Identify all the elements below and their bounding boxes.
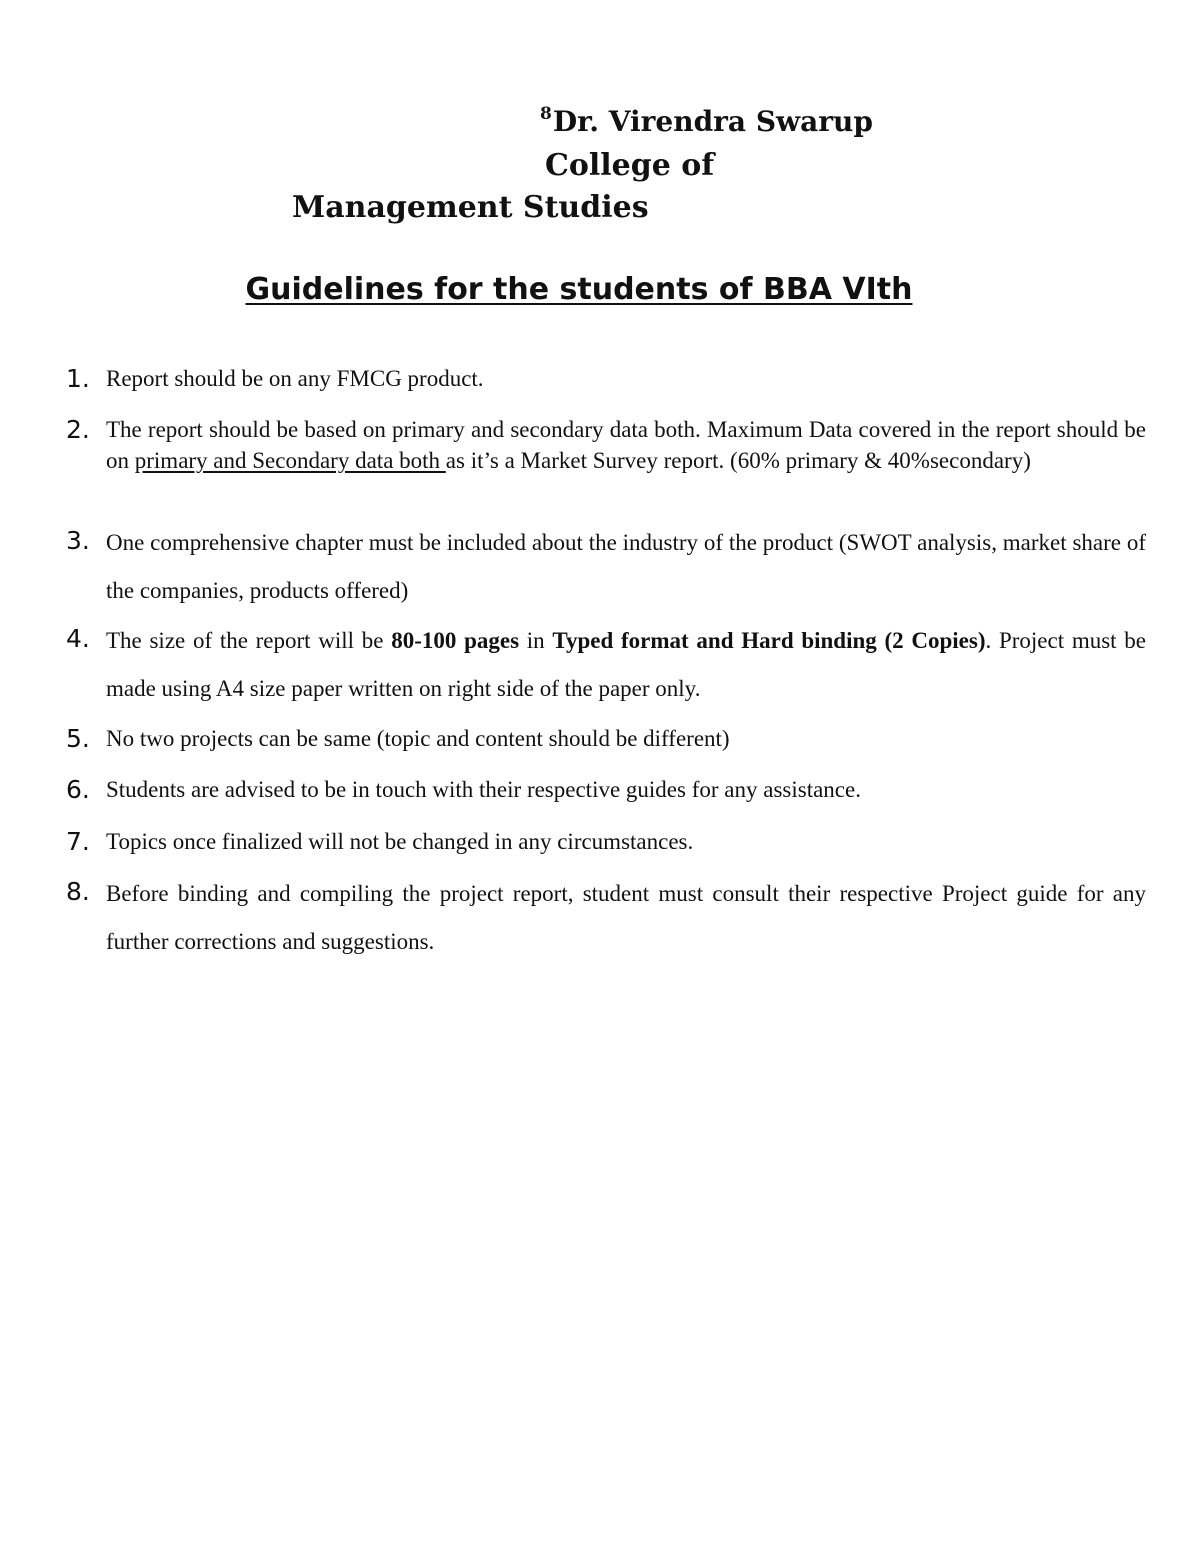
list-item-7 <box>66 826 1146 857</box>
underlined-phrase: primary and Secondary data both <box>134 448 446 473</box>
list-text-part: The report should be based on primary and secondary data both. Maximum Data covered in the report should be on <box>106 417 1146 473</box>
list-text-part: as it’s a Market Survey report. (60% primary & 40%secondary) <box>445 448 1031 473</box>
list-item-3 <box>66 519 1146 615</box>
list-text: Topics once finalized will not be changed in any circumstances. <box>106 829 694 854</box>
list-text: Report should be on any FMCG product. <box>106 366 484 391</box>
bold-page-count: 80-100 pages <box>391 628 520 653</box>
list-text-part: in <box>519 628 553 653</box>
list-number: 6. <box>66 775 90 804</box>
list-number: 7. <box>66 827 90 856</box>
list-number: 1. <box>66 364 90 393</box>
college-name-text: Dr. Virendra Swarup <box>552 105 873 138</box>
list-number: 3. <box>66 526 90 555</box>
college-name-line2: College of <box>545 148 715 183</box>
list-text-part: . Project must be made using A4 size paper written on right side of the paper only. <box>106 628 1146 701</box>
college-name-line1 <box>540 104 873 138</box>
list-text: No two projects can be same (topic and content should be different) <box>106 726 730 751</box>
list-number: 2. <box>66 415 90 444</box>
college-name-line3: Management Studies <box>292 190 649 225</box>
list-item-2 <box>66 414 1146 476</box>
list-number: 8. <box>66 877 90 906</box>
list-number: 4. <box>66 624 90 653</box>
list-item-5 <box>66 723 1146 754</box>
list-item-4 <box>66 617 1146 713</box>
list-text: Before binding and compiling the project report, student must consult their respective Project guide for any further corrections and suggestions. <box>106 881 1146 954</box>
document-title: Guidelines for the students of BBA VIth <box>245 272 913 307</box>
list-text: Students are advised to be in touch with their respective guides for any assistance. <box>106 777 861 802</box>
list-text: One comprehensive chapter must be included about the industry of the product (SWOT analysis, market share of the companies, products offered) <box>106 530 1146 603</box>
list-item-8 <box>66 870 1146 966</box>
list-text <box>106 414 1146 476</box>
list-item-6 <box>66 774 1146 805</box>
list-number: 5. <box>66 724 90 753</box>
bold-format: Typed format and Hard binding (2 Copies) <box>552 628 986 653</box>
list-item-1 <box>66 363 1146 394</box>
list-text <box>106 617 1146 713</box>
superscript-mark: 8 <box>540 104 552 124</box>
list-text-part: The size of the report will be <box>106 628 392 653</box>
